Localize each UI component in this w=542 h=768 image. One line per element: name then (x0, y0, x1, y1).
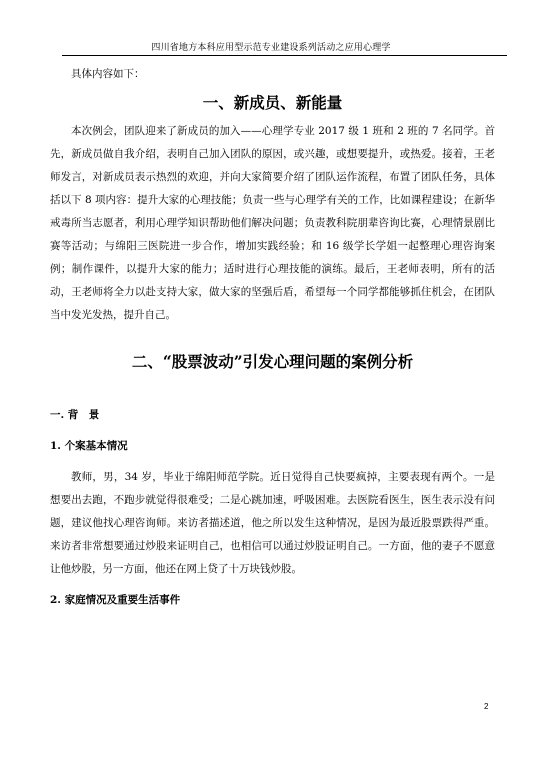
case-basic-paragraph: 教师，男，34 岁，毕业于绵阳师范学院。近日觉得自己快要疯掉，主要表现有两个。一是想要出去跑，不跑步就觉得很难受；二是心跳加速，呼吸困难。去医院看医生，医生表示没有问题，建议他找心理咨询师。来访者描述道，他之所以发生这种情况，是因为最近股票跌得严重。来访者非常想要通过炒股来证明自己，也相信可以通过炒股证明自己。一方面，他的妻子不愿意让他炒股，另一方面，他还在网上贷了十万块钱炒股。 (50, 471, 495, 575)
family-heading: 2. 家庭情况及重要生活事件 (50, 594, 181, 606)
page-number: 2 (484, 702, 489, 711)
background-heading: 一. 背 景 (50, 409, 100, 421)
case-basic-heading: 1. 个案基本情况 (50, 440, 128, 452)
page-header: 四川省地方本科应用型示范专业建设系列活动之应用心理学 (151, 43, 391, 53)
intro-text: 具体内容如下： (71, 68, 145, 80)
document-body (50, 63, 495, 620)
section2-heading: 二、“股票波动”引发心理问题的案例分析 (131, 352, 414, 371)
section1-paragraph: 本次例会，团队迎来了新成员的加入——心理学专业 2017 级 1 班和 2 班的 7 名同学。首先，新成员做自我介绍，表明自己加入团队的原因，或兴趣，或想要提升，或热爱。接着，王老师发言，对新成员表示热烈的欢迎，并向大家简要介绍了团队运作流程，布置了团队任务，具体括以下 8 项内容：提升大家的心理技能；负责一些与心理学有关的工作，比如课程建设；在新华戒毒所当志愿者，利用心理学知识帮助他们解决问题；负责教科院朋辈咨询比赛，心理情景剧比赛等活动；与绵阳三医院进一步合作，增加实践经验；和 16 级学长学姐一起整理心理咨询案例；制作课件，以提升大家的能力；适时进行心理技能的演练。最后，王老师表明，所有的活动，王老师将全力以赴支持大家，做大家的坚强后盾，希望每一个同学都能够抓住机会，在团队当中发光发热，提升自己。 (50, 125, 495, 321)
header-rule (62, 55, 507, 56)
section1-heading: 一、新成员、新能量 (202, 93, 343, 112)
